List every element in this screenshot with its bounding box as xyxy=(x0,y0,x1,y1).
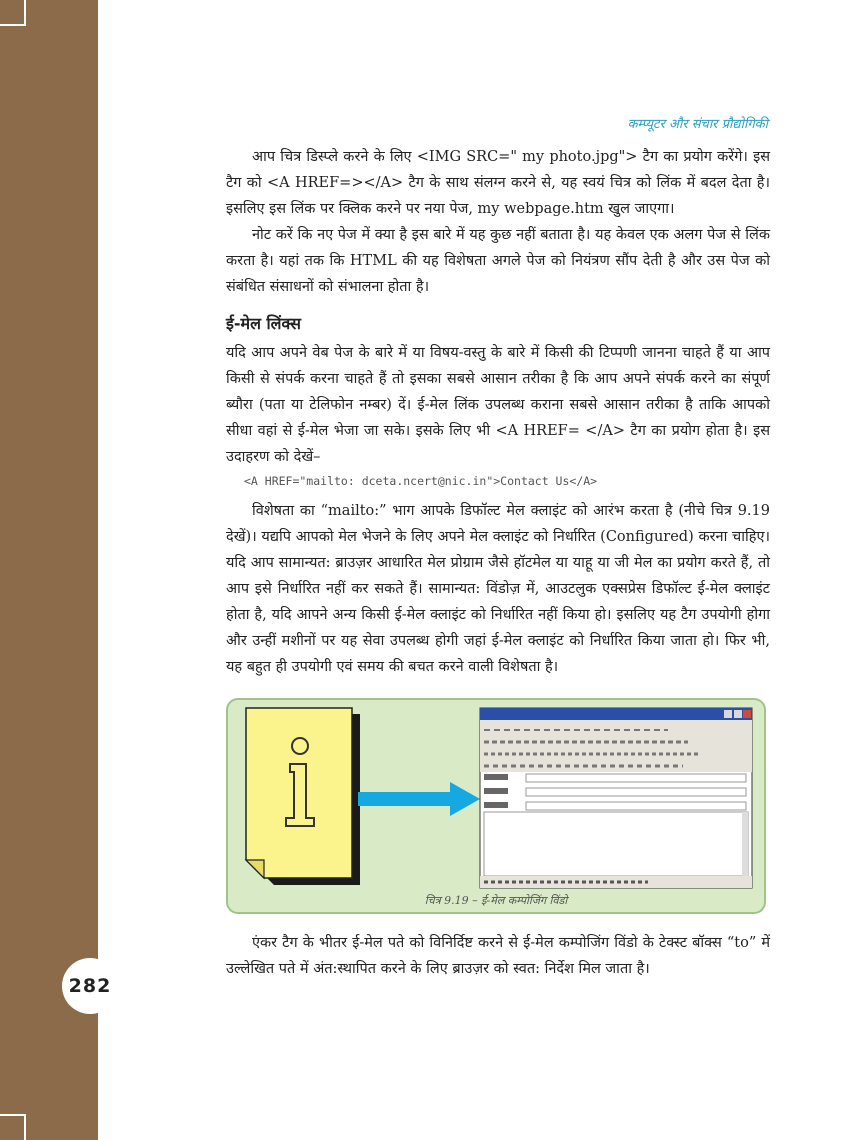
figure-illustration xyxy=(228,700,764,892)
paragraph-image-link: आप चित्र डिस्प्ले करने के लिए <IMG SRC=" my photo.jpg"> टैग का प्रयोग करेंगे। इस टैग को <A HREF=></A> टैग के साथ संलग्न करने से, यह स्वयं चित्र को लिंक में बदल देता है। इसलिए इस लिंक पर क्लिक करने पर नया पेज, my webpage.htm खुल जाएगा। xyxy=(226,149,770,217)
figure-caption: चित्र 9.19 – ई-मेल कम्पोजिंग विंडो xyxy=(424,894,568,907)
crop-mark-bottom xyxy=(0,1114,26,1140)
email-compose-window xyxy=(480,708,752,888)
page-number: 282 xyxy=(62,958,118,1014)
paragraph-note: नोट करें कि नए पेज में क्या है इस बारे में यह कुछ नहीं बताता है। यह केवल एक अलग पेज से लिंक करता है। यहां तक कि HTML की यह विशेषता अगले पेज को नियंत्रण सौंप देती है और उस पेज को संबंधित संसाधनों को संभालना होता है। xyxy=(226,227,770,295)
body-text-continued xyxy=(226,930,770,982)
running-header: कम्प्यूटर और संचार प्रौद्योगिकी xyxy=(627,117,768,132)
paragraph-anchor-email: एंकर टैग के भीतर ई-मेल पते को विनिर्दिष्ट करने से ई-मेल कम्पोजिंग विंडो के टेक्स्ट बॉक्स “to” में उल्लेखित पते में अंत:स्थापित करने के लिए ब्राउज़र को स्वत: निर्देश मिल जाता है। xyxy=(226,935,770,977)
body-text xyxy=(226,144,770,680)
section-heading-email-links: ई-मेल लिंक्स xyxy=(226,314,301,333)
code-example: <A HREF="mailto: dceta.ncert@nic.in">Contact Us</A> xyxy=(244,474,598,488)
arrow-right-icon xyxy=(358,782,480,816)
info-note-icon xyxy=(246,708,360,885)
paragraph-mailto: विशेषता का “mailto:” भाग आपके डिफॉल्ट मेल क्लाइंट को आरंभ करता है (नीचे चित्र 9.19 देखें)। यद्यपि आपको मेल भेजने के लिए अपने मेल क्लाइंट को निर्धारित (Configured) करना चाहिए। यदि आप सामान्यत: ब्राउज़र आधारित मेल प्रोग्राम जैसे हॉटमेल या याहू या जी मेल का प्रयोग करते हैं, तो आप इसे निर्धारित नहीं कर सकते हैं। सामान्यत: विंडोज़ में, आउटलुक एक्सप्रेस डिफॉल्ट ई-मेल क्लाइंट होता है, यदि आपने अन्य किसी ई-मेल क्लाइंट को निर्धारित नहीं किया हो। इसलिए यह टैग उपयोगी होगा और उन्हीं मशीनों पर यह सेवा उपलब्ध होगी जहां ई-मेल क्लाइंट को निर्धारित किया जाता हो। फिर भी, यह बहुत ही उपयोगी एवं समय की बचत करने वाली विशेषता है। xyxy=(226,503,770,675)
figure-email-window xyxy=(226,698,766,914)
crop-mark-top xyxy=(0,0,26,26)
paragraph-email-intro: यदि आप अपने वेब पेज के बारे में या विषय-वस्तु के बारे में किसी की टिप्पणी जानना चाहते हैं या आप किसी से संपर्क करना चाहते हैं तो इसका सबसे आसान तरीका है कि आप अपने संपर्क करने का संपूर्ण ब्यौरा (पता या टेलिफोन नम्बर) दें। ई-मेल लिंक उपलब्ध कराना सबसे आसान तरीका है ताकि आपको सीधा वहां से ई-मेल भेजा जा सके। इसके लिए भी <A HREF= </A> टैग का प्रयोग होता है। इस उदाहरण को देखें– xyxy=(226,345,770,465)
